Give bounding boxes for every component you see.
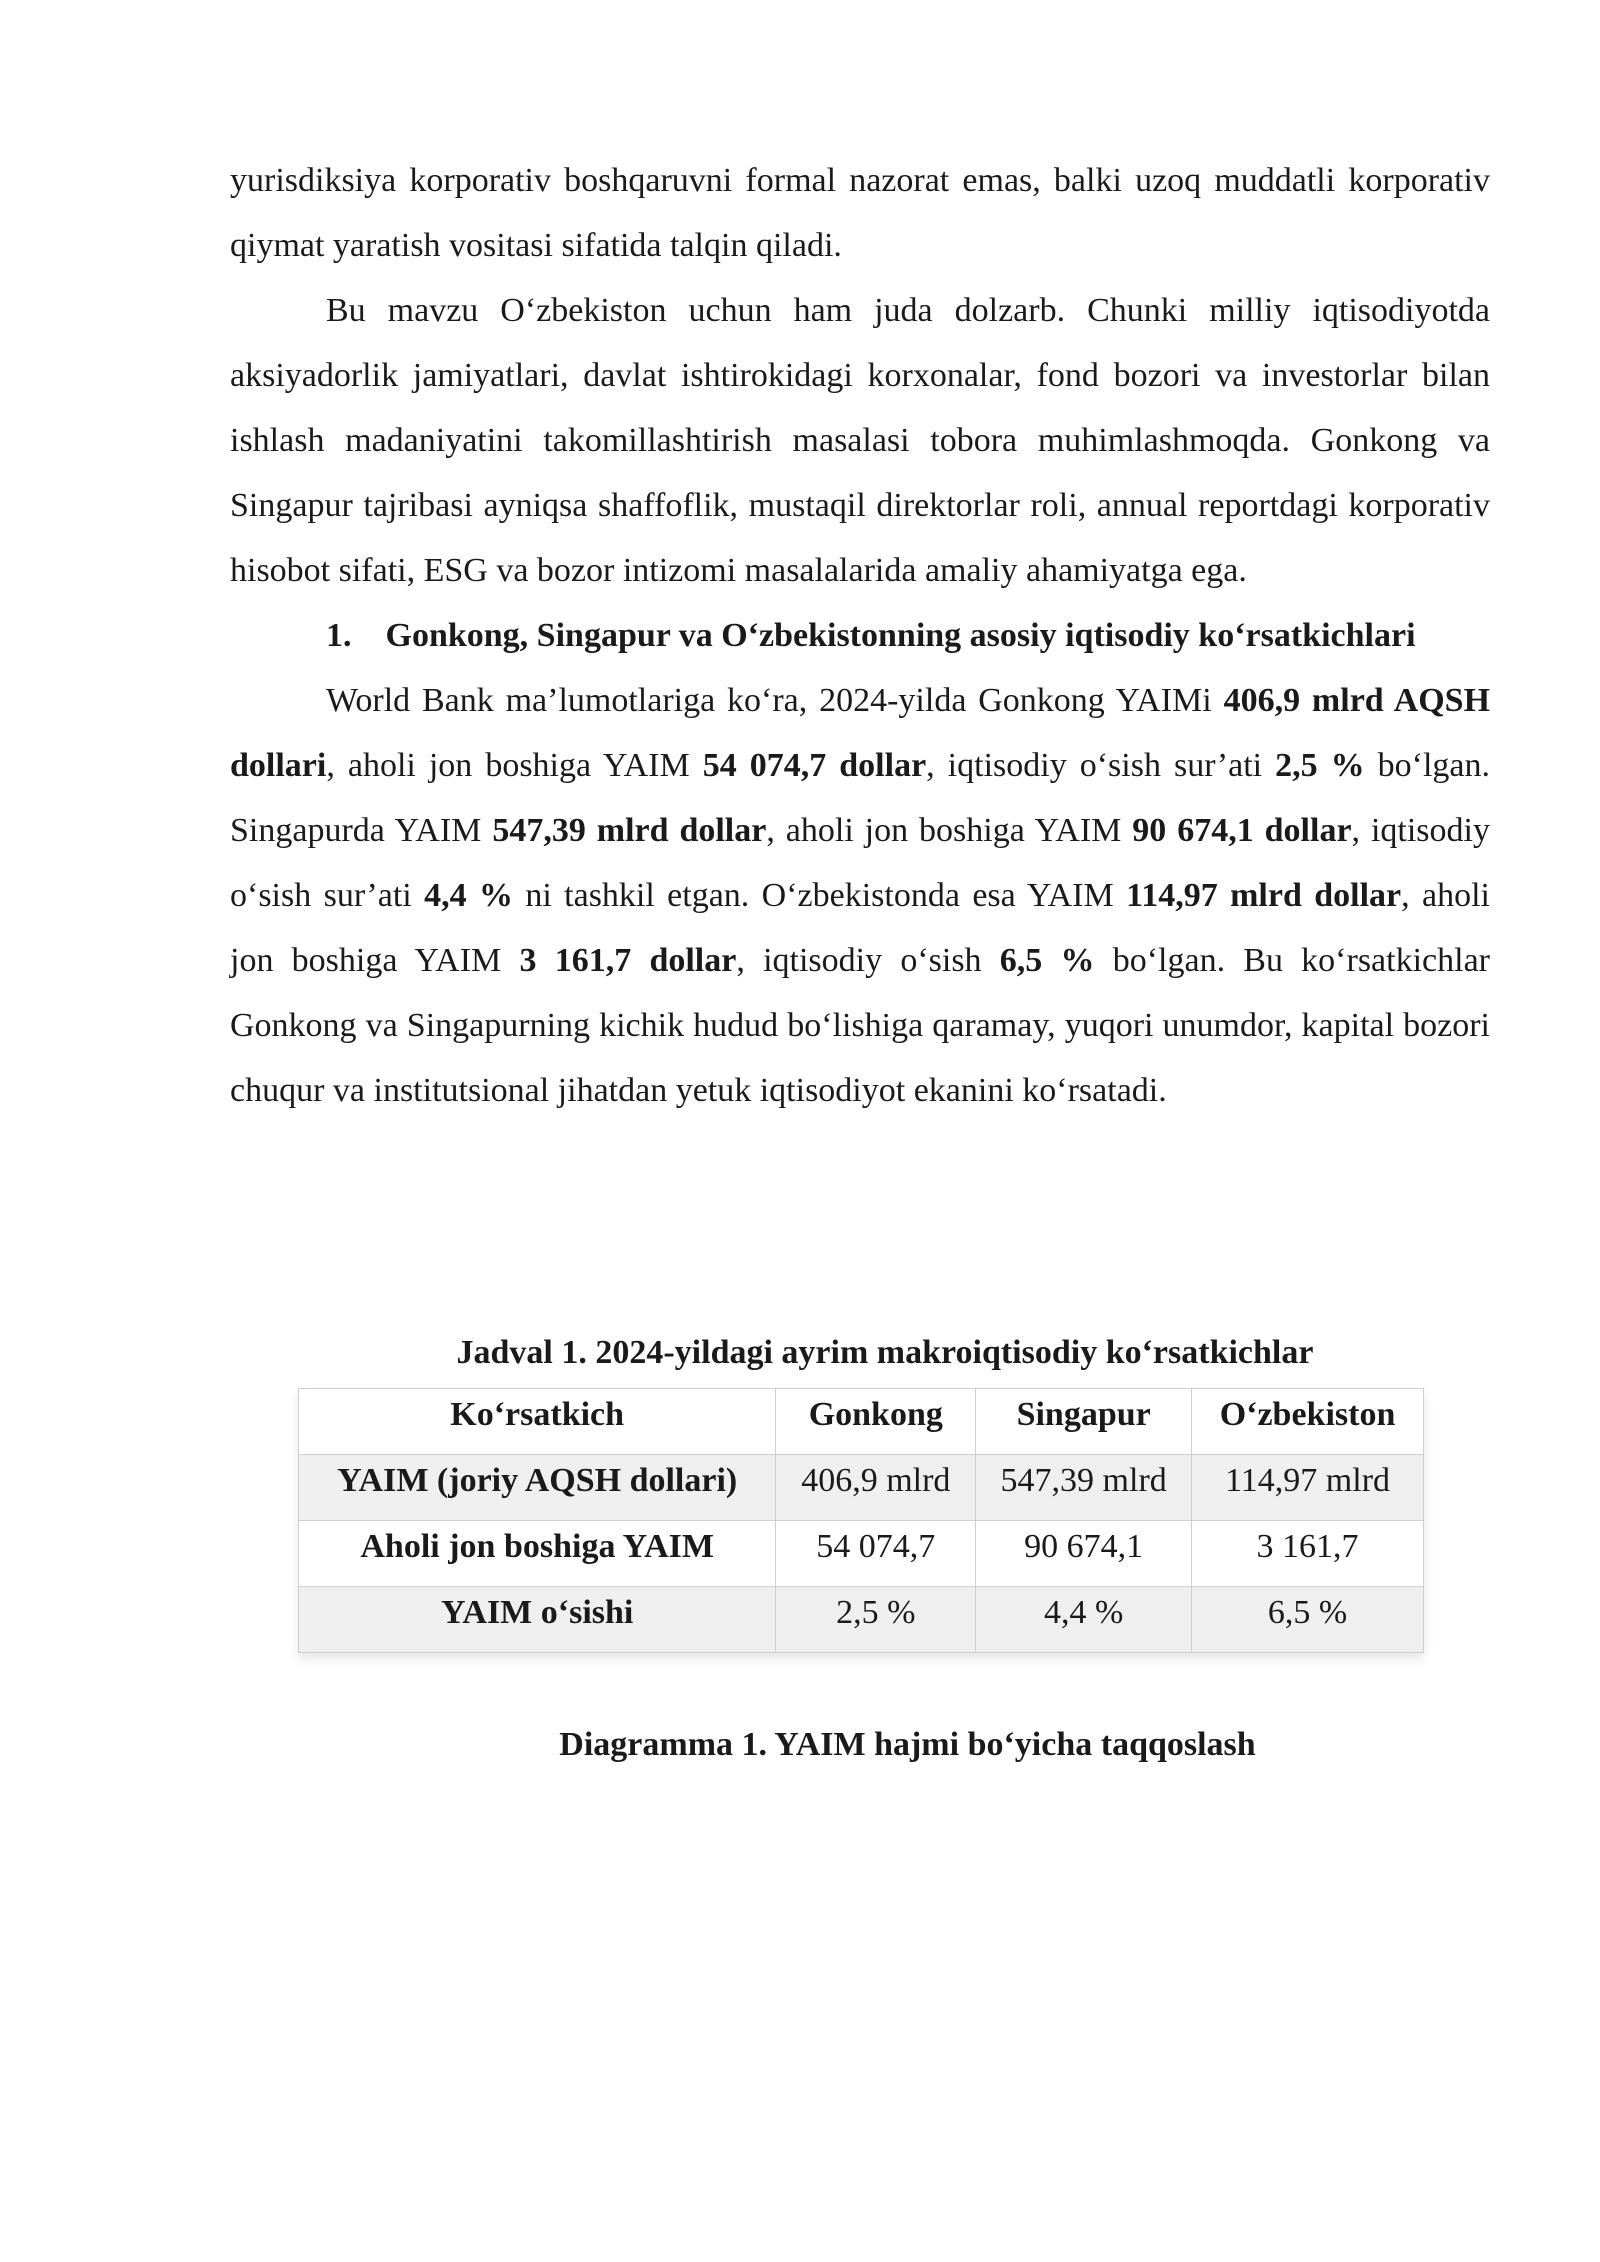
- table-row-label: YAIM o‘sishi: [299, 1587, 776, 1653]
- text-run: bo‘lgan. Bu ko‘rsatkichlar Gonkong va Singapurning kichik hudud bo‘lishiga qaramay, yuqori unumdor, kapital bozori chuqur va institutsional jihatdan yetuk iqtisodiyot ekanini ko‘rsatadi.: [230, 942, 1490, 1109]
- indicators-table: [298, 1388, 1424, 1653]
- paragraph-2: Bu mavzu O‘zbekiston uchun ham juda dolzarb. Chunki milliy iqtisodiyotda aksiyadorlik jamiyatlari, davlat ishtirokidagi korxonalar, fond bozori va investorlar bilan ishlash madaniyatini takomillashtirish masalasi tobora muhimlashmoqda. Gonkong va Singapur tajribasi ayniqsa shaffoflik, mustaqil direktorlar roli, annual reportdagi korporativ hisobot sifati, ESG va bozor intizomi masalalarida amaliy ahamiyatga ega.: [230, 292, 1490, 589]
- table-cell: 406,9 mlrd: [776, 1455, 976, 1521]
- document-page: [230, 148, 1490, 1123]
- table-row-label: YAIM (joriy AQSH dollari): [299, 1455, 776, 1521]
- text-run: , aholi jon boshiga YAIM: [326, 747, 703, 784]
- table-row: [299, 1455, 1424, 1521]
- table-row: [299, 1521, 1424, 1587]
- table-row-label: Aholi jon boshiga YAIM: [299, 1521, 776, 1587]
- indicators-table-wrap: [298, 1388, 1424, 1653]
- table-cell: 114,97 mlrd: [1192, 1455, 1424, 1521]
- text-run: ni tashkil etgan. O‘zbekistonda esa YAIM: [512, 877, 1127, 914]
- table-header-cell: Gonkong: [776, 1389, 976, 1455]
- bold-run: 406,9 mlrd AQSH dollari: [230, 682, 1491, 784]
- table-row: [299, 1587, 1424, 1653]
- bold-run: 6,5 %: [999, 942, 1095, 979]
- section-heading: [230, 603, 1490, 668]
- bold-run: 547,39 mlrd dollar: [492, 812, 767, 849]
- text-run: , iqtisodiy o‘sish sur’ati: [230, 812, 1490, 914]
- table-cell: 6,5 %: [1192, 1587, 1424, 1653]
- bold-run: 2,5 %: [1275, 747, 1365, 784]
- text-run: , aholi jon boshiga YAIM: [230, 877, 1490, 979]
- bold-run: 3 161,7 dollar: [519, 942, 737, 979]
- text-run: , iqtisodiy o‘sish sur’ati: [926, 747, 1276, 784]
- paragraph-1: yurisdiksiya korporativ boshqaruvni formal nazorat emas, balki uzoq muddatli korporativ qiymat yaratish vositasi sifatida talqin qiladi.: [230, 162, 1490, 264]
- diagram-caption: Diagramma 1. YAIM hajmi bo‘yicha taqqoslash: [559, 1726, 1256, 1763]
- text-run: World Bank ma’lumotlariga ko‘ra, 2024-yilda Gonkong YAIMi: [326, 682, 1224, 719]
- bold-run: 114,97 mlrd dollar: [1126, 877, 1402, 914]
- table-header-row: [299, 1389, 1424, 1455]
- table-cell: 3 161,7: [1192, 1521, 1424, 1587]
- table-header-cell: O‘zbekiston: [1192, 1389, 1424, 1455]
- bold-run: 54 074,7 dollar: [702, 747, 927, 784]
- bold-run: 90 674,1 dollar: [1132, 812, 1352, 849]
- section-title: Gonkong, Singapur va O‘zbekistonning asosiy iqtisodiy ko‘rsatkichlari: [385, 617, 1416, 654]
- paragraph-3: [230, 668, 1490, 1123]
- table-cell: 4,4 %: [976, 1587, 1192, 1653]
- table-cell: 54 074,7: [776, 1521, 976, 1587]
- table-header-cell: Ko‘rsatkich: [299, 1389, 776, 1455]
- bold-run: 4,4 %: [424, 877, 513, 914]
- text-run: , aholi jon boshiga YAIM: [766, 812, 1133, 849]
- text-run: , iqtisodiy o‘sish: [736, 942, 1000, 979]
- table-cell: 547,39 mlrd: [976, 1455, 1192, 1521]
- table-caption: Jadval 1. 2024-yildagi ayrim makroiqtisodiy ko‘rsatkichlar: [456, 1334, 1314, 1371]
- text-run: bo‘lgan. Singapurda YAIM: [230, 747, 1490, 849]
- table-header-cell: Singapur: [976, 1389, 1192, 1455]
- table-cell: 2,5 %: [776, 1587, 976, 1653]
- table-cell: 90 674,1: [976, 1521, 1192, 1587]
- section-number: 1.: [326, 617, 352, 654]
